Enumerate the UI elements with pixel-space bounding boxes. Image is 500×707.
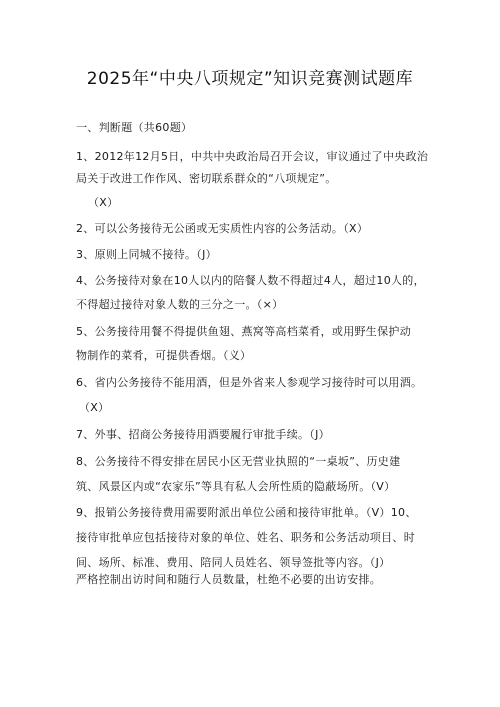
- question-5-line-2: 物制作的菜肴，可提供香烟。（义）: [76, 349, 252, 362]
- question-10-line-2: 间、场所、标准、费用、陪同人员姓名、领导签批等内容。（J）: [76, 556, 391, 569]
- question-6-answer: （X）: [79, 401, 110, 414]
- question-4-line-2: 不得超过接待对象人数的三分之一。（×）: [76, 298, 284, 311]
- question-1-line-2: 局关于改进工作作风、密切联系群众的“八项规定”。: [76, 172, 337, 185]
- question-4-line-1: 4、公务接待对象在10人以内的陪餐人数不得超过4人，超过10人的，: [76, 274, 425, 287]
- question-1-line-1: 1、2012年12月5日，中共中央政治局召开会议，审议通过了中央政治: [76, 150, 429, 163]
- question-2: 2、可以公务接待无公函或无实质性内容的公务活动。（X）: [76, 222, 369, 235]
- section-heading: 一、判断题（共60题）: [76, 121, 193, 134]
- question-8-line-2: 筑、风景区内或“农家乐”等具有私人会所性质的隐蔽场所。（V）: [76, 480, 396, 493]
- question-3: 3、原则上同城不接待。（J）: [76, 248, 217, 261]
- document-title: 2025年“中央八项规定”知识竞赛测试题库: [86, 69, 414, 89]
- question-6-line-1: 6、省内公务接待不能用酒，但是外省来人参观学习接待时可以用酒。: [76, 376, 423, 389]
- question-10-line-1: 接待审批单应包括接待对象的单位、姓名、职务和公务活动项目、时: [76, 531, 415, 544]
- question-9: 9、报销公务接待费用需要附派出单位公函和接待审批单。（V）10、: [76, 506, 417, 519]
- trailing-line: 严格控制出访时间和随行人员数量，杜绝不必要的出访安排。: [76, 573, 382, 586]
- question-7: 7、外事、招商公务接待用酒要履行审批手续。（J）: [76, 428, 330, 441]
- question-8-line-1: 8、公务接待不得安排在居民小区无营业执照的“一桌坂”、历史建: [76, 455, 401, 468]
- question-1-answer: （X）: [88, 196, 119, 209]
- question-5-line-1: 5、公务接待用餐不得提供鱼翅、燕窝等高档菜肴，或用野生保护动: [76, 325, 411, 338]
